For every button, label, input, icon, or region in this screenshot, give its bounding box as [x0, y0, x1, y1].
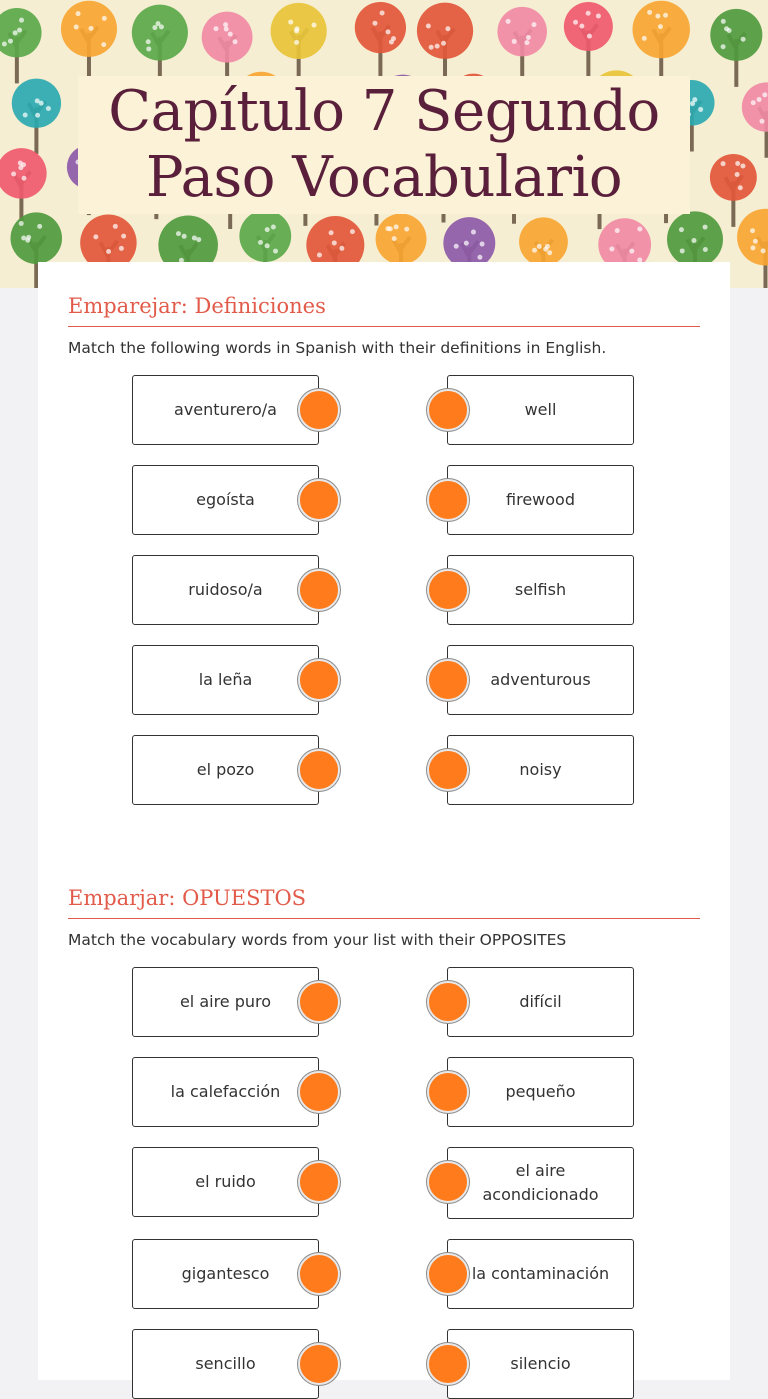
- tree-dot: [543, 247, 548, 252]
- tree-dot: [596, 14, 601, 19]
- tree-dot: [663, 13, 668, 18]
- section-instructions: Match the following words in Spanish with their definitions in English.: [68, 339, 607, 357]
- match-card-right[interactable]: noisy: [447, 735, 634, 805]
- tree-dot: [21, 236, 26, 241]
- connector-dot-right[interactable]: [427, 1071, 469, 1113]
- tree-crown: [497, 7, 547, 57]
- tree-dot: [587, 34, 592, 39]
- tree-dot: [404, 227, 409, 232]
- tree-dot: [93, 234, 98, 239]
- tree-dot: [471, 230, 476, 235]
- match-card-right[interactable]: el aire acondicionado: [447, 1147, 634, 1219]
- tree-dot: [329, 230, 334, 235]
- tree-crown: [132, 5, 188, 61]
- connector-dot-left[interactable]: [298, 1343, 340, 1385]
- tree-crown: [417, 3, 473, 59]
- match-card-right[interactable]: pequeño: [447, 1057, 634, 1127]
- tree-dot: [524, 40, 529, 45]
- tree-dot: [332, 240, 337, 245]
- match-card-right[interactable]: well: [447, 375, 634, 445]
- tree-crown: [710, 154, 757, 201]
- tree-dot: [17, 28, 22, 33]
- tree-crown: [632, 1, 689, 58]
- tree-dot: [454, 244, 459, 249]
- tree-dot: [609, 246, 614, 251]
- tree-dot: [102, 16, 107, 21]
- tree-dot: [721, 44, 726, 49]
- section-heading: Emparjar: OPUESTOS: [68, 886, 700, 919]
- tree-dot: [512, 39, 517, 44]
- tree-dot: [19, 221, 24, 226]
- tree-dot: [13, 30, 18, 35]
- section-heading: Emparejar: Definiciones: [68, 294, 700, 327]
- tree-dot: [445, 26, 450, 31]
- tree-dot: [214, 26, 219, 31]
- tree-crown: [710, 9, 762, 61]
- tree-dot: [39, 101, 44, 106]
- tree-dot: [152, 25, 157, 30]
- connector-dot-right[interactable]: [427, 569, 469, 611]
- tree-dot: [2, 41, 7, 46]
- tree-dot: [11, 172, 16, 177]
- match-card-right[interactable]: silencio: [447, 1329, 634, 1399]
- tree-dot: [392, 236, 397, 241]
- tree-dot: [435, 44, 440, 49]
- tree-dot: [532, 248, 537, 253]
- tree-dot: [224, 27, 229, 32]
- tree-crown: [737, 209, 768, 266]
- match-card-left[interactable]: el ruido: [132, 1147, 319, 1217]
- tree-dot: [655, 14, 660, 19]
- tree-dot: [724, 26, 729, 31]
- tree-dot: [106, 249, 111, 254]
- tree-dot: [182, 234, 187, 239]
- tree-dot: [21, 162, 26, 167]
- connector-dot-right[interactable]: [427, 479, 469, 521]
- tree-dot: [101, 42, 106, 47]
- tree-dot: [721, 161, 726, 166]
- match-card-left[interactable]: egoísta: [132, 465, 319, 535]
- tree-dot: [658, 24, 663, 29]
- tree-dot: [46, 106, 51, 111]
- header-banner: [0, 0, 768, 288]
- connector-dot-left[interactable]: [298, 1071, 340, 1113]
- tree-dot: [386, 29, 391, 34]
- tree-dot: [196, 237, 201, 242]
- match-card-left[interactable]: sencillo: [132, 1329, 319, 1399]
- tree-dot: [317, 253, 322, 258]
- tree-dot: [735, 172, 740, 177]
- tree-dot: [23, 113, 28, 118]
- tree-dot: [477, 255, 482, 260]
- tree-crown: [519, 217, 568, 266]
- tree-dot: [26, 235, 31, 240]
- connector-dot-right[interactable]: [427, 659, 469, 701]
- tree-dot: [37, 224, 42, 229]
- connector-dot-left[interactable]: [298, 569, 340, 611]
- tree-dot: [692, 238, 697, 243]
- connector-dot-left[interactable]: [298, 1161, 340, 1203]
- tree-dot: [753, 239, 758, 244]
- tree-dot: [586, 11, 591, 16]
- tree-dot: [258, 240, 263, 245]
- tree-dot: [159, 24, 164, 29]
- tree-dot: [372, 21, 377, 26]
- connector-dot-right[interactable]: [427, 1253, 469, 1295]
- match-card-right[interactable]: la contaminación: [447, 1239, 634, 1309]
- tree-dot: [119, 246, 124, 251]
- tree-dot: [265, 243, 270, 248]
- tree-dot: [350, 229, 355, 234]
- tree-dot: [294, 40, 299, 45]
- tree-dot: [288, 20, 293, 25]
- tree-dot: [74, 24, 79, 29]
- tree-dot: [692, 97, 697, 102]
- tree-dot: [537, 244, 542, 249]
- tree-dot: [531, 22, 536, 27]
- tree-dot: [480, 242, 485, 247]
- tree-dot: [441, 41, 446, 46]
- tree-crown: [10, 212, 62, 264]
- tree-dot: [385, 226, 390, 231]
- tree-dot: [721, 19, 726, 24]
- tree-dot: [22, 176, 27, 181]
- title-box: [78, 76, 690, 214]
- connector-dot-right[interactable]: [427, 389, 469, 431]
- tree-dot: [121, 234, 126, 239]
- tree-dot: [526, 35, 531, 40]
- tree-dot: [506, 19, 511, 24]
- connector-dot-left[interactable]: [298, 749, 340, 791]
- tree-dot: [89, 26, 94, 31]
- connector-dot-left[interactable]: [298, 1253, 340, 1295]
- tree-dot: [429, 45, 434, 50]
- tree-crown: [0, 148, 47, 198]
- tree-dot: [647, 10, 652, 15]
- connector-dot-left[interactable]: [298, 479, 340, 521]
- tree-dot: [273, 249, 278, 254]
- section-instructions: Match the vocabulary words from your list with their OPPOSITES: [68, 931, 567, 949]
- tree-dot: [146, 46, 151, 51]
- tree-crown: [202, 12, 253, 63]
- tree-dot: [8, 39, 13, 44]
- tree-dot: [750, 245, 755, 250]
- connector-dot-right[interactable]: [427, 749, 469, 791]
- match-card-left[interactable]: gigantesco: [132, 1239, 319, 1309]
- tree-dot: [761, 248, 766, 253]
- tree-dot: [762, 92, 767, 97]
- tree-dot: [679, 227, 684, 232]
- tree-dot: [265, 227, 270, 232]
- tree-dot: [146, 39, 151, 44]
- match-card-right[interactable]: adventurous: [447, 645, 634, 715]
- page-title: Capítulo 7 Segundo Paso Vocabulario: [108, 79, 660, 210]
- match-card-left[interactable]: aventurero/a: [132, 375, 319, 445]
- connector-dot-right[interactable]: [427, 1161, 469, 1203]
- tree-dot: [426, 23, 431, 28]
- match-card-right[interactable]: firewood: [447, 465, 634, 535]
- match-card-left[interactable]: ruidoso/a: [132, 555, 319, 625]
- tree-dot: [735, 161, 740, 166]
- tree-dot: [35, 113, 40, 118]
- tree-dot: [271, 224, 276, 229]
- tree-dot: [547, 250, 552, 255]
- match-card-right[interactable]: selfish: [447, 555, 634, 625]
- tree-dot: [703, 247, 708, 252]
- tree-dot: [680, 248, 685, 253]
- tree-dot: [629, 249, 634, 254]
- tree-dot: [113, 224, 118, 229]
- tree-dot: [233, 39, 238, 44]
- tree-crown: [355, 2, 406, 53]
- match-card-left[interactable]: la calefacción: [132, 1057, 319, 1127]
- connector-dot-left[interactable]: [298, 389, 340, 431]
- match-card-left[interactable]: el aire puro: [132, 967, 319, 1037]
- tree-crown: [239, 210, 291, 262]
- connector-dot-left[interactable]: [298, 981, 340, 1023]
- tree-dot: [741, 37, 746, 42]
- tree-dot: [19, 18, 24, 23]
- tree-dot: [760, 119, 765, 124]
- tree-dot: [740, 163, 745, 168]
- tree-dot: [579, 24, 584, 29]
- match-card-right[interactable]: difícil: [447, 967, 634, 1037]
- tree-dot: [750, 228, 755, 233]
- tree-dot: [380, 10, 385, 15]
- tree-dot: [223, 22, 228, 27]
- match-card-left[interactable]: la leña: [132, 645, 319, 715]
- tree-dot: [295, 26, 300, 31]
- tree-crown: [0, 8, 42, 57]
- tree-dot: [738, 185, 743, 190]
- tree-dot: [637, 226, 642, 231]
- tree-dot: [573, 20, 578, 25]
- tree-dot: [339, 246, 344, 251]
- connector-dot-right[interactable]: [427, 981, 469, 1023]
- tree-dot: [312, 23, 317, 28]
- tree-crown: [564, 2, 613, 51]
- tree-dot: [464, 241, 469, 246]
- tree-dot: [76, 11, 81, 16]
- tree-dot: [228, 32, 233, 37]
- match-card-left[interactable]: el pozo: [132, 735, 319, 805]
- tree-dot: [176, 231, 181, 236]
- tree-dot: [642, 36, 647, 41]
- section-opuestos: [68, 886, 700, 949]
- tree-dot: [192, 235, 197, 240]
- tree-dot: [698, 107, 703, 112]
- tree-crown: [742, 82, 768, 131]
- tree-dot: [703, 225, 708, 230]
- tree-dot: [757, 97, 762, 102]
- tree-crown: [376, 214, 427, 265]
- connector-dot-right[interactable]: [427, 1343, 469, 1385]
- tree-dot: [391, 36, 396, 41]
- tree-dot: [615, 228, 620, 233]
- tree-dot: [394, 224, 399, 229]
- worksheet: [38, 262, 730, 1380]
- tree-dot: [751, 100, 756, 105]
- section-definiciones: [68, 294, 700, 357]
- connector-dot-left[interactable]: [298, 659, 340, 701]
